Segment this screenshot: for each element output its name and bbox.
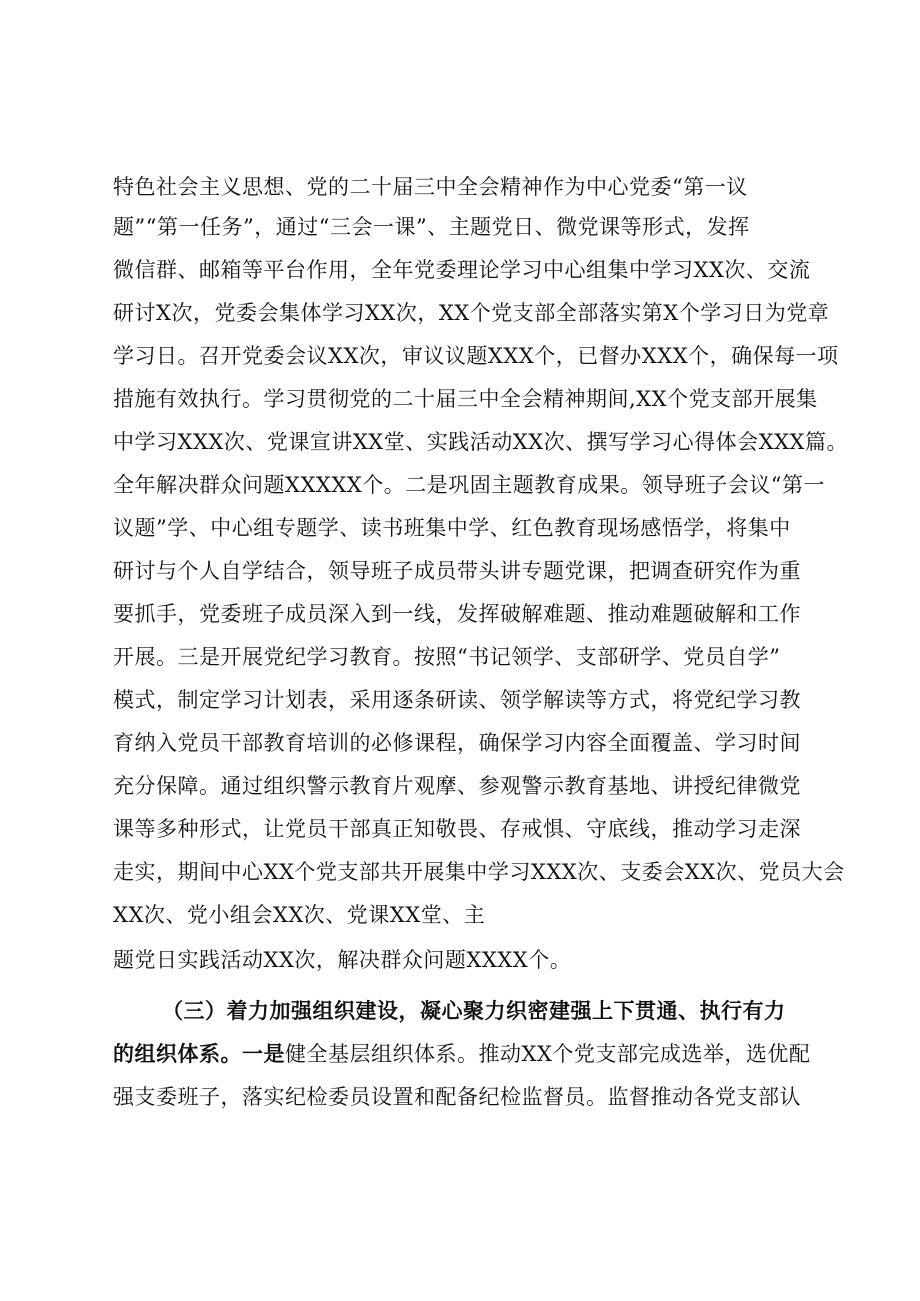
paragraph-line: 微信群、邮箱等平台作用，全年党委理论学习中心组集中学习XX次、交流 (113, 258, 811, 282)
paragraph-line: 题”“第一任务”，通过“三会一课”、主题党日、微党课等形式，发挥 (113, 215, 750, 239)
paragraph-line: 措施有效执行。学习贯彻党的二十届三中全会精神期间,XX个党支部开展集 (113, 387, 818, 411)
paragraph-line: 模式，制定学习计划表，采用逐条研读、领学解读等方式，将党纪学习教 (113, 688, 801, 712)
paragraph-line: 特色社会主义思想、党的二十届三中全会精神作为中心党委“第一议 (113, 175, 748, 199)
section-heading-tail: 的组织体系。一是 (113, 1041, 285, 1066)
paragraph-line: 研讨与个人自学结合，领导班子成员带头讲专题党课，把调查研究作为重 (113, 559, 801, 583)
paragraph-line: 要抓手，党委班子成员深入到一线，发挥破解难题、推动难题破解和工作 (113, 602, 801, 626)
paragraph-line: 议题”学、中心组专题学、读书班集中学、红色教育现场感悟学，将集中 (113, 516, 791, 540)
paragraph-line: 走实，期间中心XX个党支部共开展集中学习XXX次、支委会XX次、党员大会 (113, 860, 845, 884)
paragraph-line: 开展。三是开展党纪学习教育。按照“书记领学、支部研学、党员自学” (113, 645, 781, 669)
paragraph-line: 充分保障。通过组织警示教育片观摩、参观警示教育基地、讲授纪律微党 (113, 774, 801, 798)
paragraph-line: 中学习XXX次、党课宣讲XX堂、实践活动XX次、撰写学习心得体会XXX篇。 (113, 430, 848, 454)
section-line: 强支委班子，落实纪检委员设置和配备纪检监督员。监督推动各党支部认 (113, 1085, 801, 1109)
paragraph-line: 育纳入党员干部教育培训的必修课程，确保学习内容全面覆盖、学习时间 (113, 731, 801, 755)
section-heading: （三）着力加强组织建设，凝心聚力织密建强上下贯通、执行有力 (162, 998, 786, 1023)
paragraph-line: 研讨X次，党委会集体学习XX次，XX个党支部全部落实第X个学习日为党章 (113, 301, 830, 325)
section-line (113, 1039, 810, 1069)
paragraph-line: XX次、党小组会XX次、党课XX堂、主 (113, 903, 486, 927)
section-text: 健全基层组织体系。推动XX个党支部完成选举，选优配 (285, 1042, 811, 1066)
paragraph-line: 全年解决群众问题XXXXX个。二是巩固主题教育成果。领导班子会议“第一 (113, 473, 825, 497)
paragraph-line: 学习日。召开党委会议XX次，审议议题XXX个，已督办XXX个，确保每一项 (113, 344, 839, 368)
paragraph-line: 课等多种形式，让党员干部真正知敬畏、存戒惧、守底线，推动学习走深 (113, 817, 801, 841)
paragraph-line: 题党日实践活动XX次，解决群众问题XXXX个。 (113, 948, 572, 972)
